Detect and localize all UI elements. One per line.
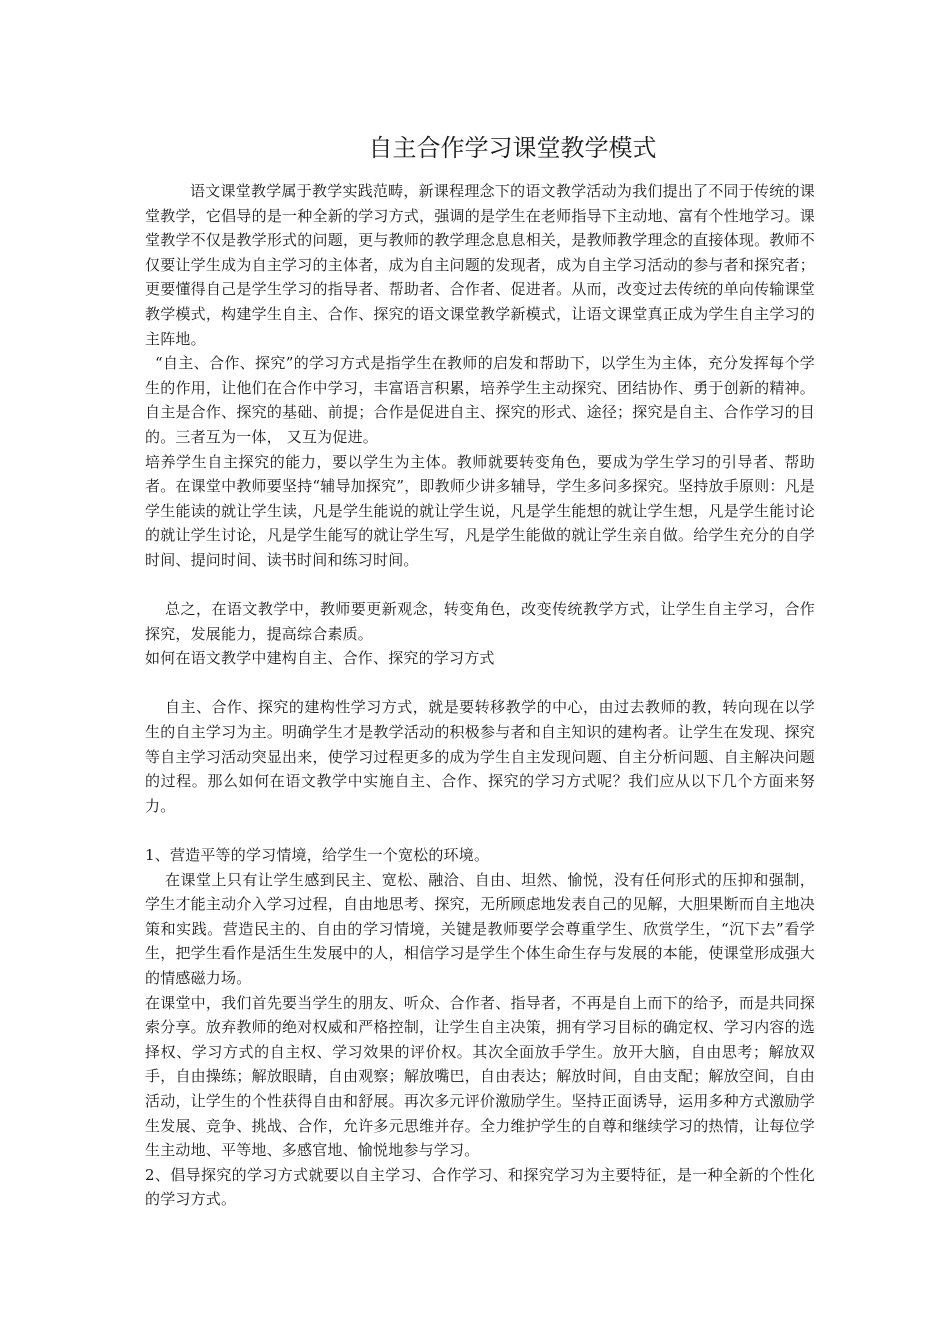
paragraph-intro: 语文课堂教学属于教学实践范畴，新课程理念下的语文教学活动为我们提出了不同于传统的课堂教学，它倡导的是一种全新的学习方式，强调的是学生在老师指导下主动地、富有个性地学习。课堂教学不仅是教学形式的问题，更与教师的教学理念息息相关，是教师教学理念的直接体现。教师不仅要让学生成为自主学习的主体者，成为自主问题的发现者，成为自主学习活动的参与者和探究者；更要懂得自己是学生学习的指导者、帮助者、合作者、促进者。从而，改变过去传统的单向传输课堂教学模式，构建学生自主、合作、探究的语文课堂教学新模式，让语文课堂真正成为学生自主学习的主阵地。	[145, 182, 815, 348]
blank-line	[145, 573, 815, 598]
paragraph-constructive: 自主、合作、探究的建构性学习方式，就是要转移教学的中心，由过去教师的教，转向现在以学生的自主学习为主。明确学生才是教学活动的积极参与者和自主知识的建构者。让学生在发现、探究等自主学习活动突显出来，使学习过程更多的成为学生自主发现问题、自主分析问题、自主解决问题的过程。那么如何在语文教学中实施自主、合作、探究的学习方式呢？我们应从以下几个方面来努力。	[145, 698, 815, 815]
section-heading: 如何在语文教学中建构自主、合作、探究的学习方式	[145, 649, 495, 668]
list-item-1-heading: 1、营造平等的学习情境，给学生一个宽松的环境。	[145, 846, 490, 865]
paragraph-definition: “自主、合作、探究”的学习方式是指学生在教师的启发和帮助下，以学生为主体，充分发挥每个学生的作用，让他们在合作中学习，丰富语言积累，培养学生主动探究、团结协作、勇于创新的精神。自主是合作、探究的基础、前提；合作是促进自主、探究的形式、途径；探究是自主、合作学习的目的。三者互为一体， 又互为促进。	[145, 354, 815, 446]
paragraph-cultivation: 培养学生自主探究的能力，要以学生为主体。教师就要转变角色，要成为学生学习的引导者、帮助者。在课堂中教师要坚持“辅导加探究”，即教师少讲多辅导，学生多问多探究。坚持放手原则：凡是学生能读的就让学生读，凡是学生能说的就让学生说，凡是学生能想的就让学生想，凡是学生能讨论的就让学生讨论，凡是学生能写的就让学生写，凡是学生能做的就让学生亲自做。给学生充分的自学时间、提问时间、读书时间和练习时间。	[145, 452, 815, 569]
document-body	[145, 179, 815, 1212]
blank-line	[145, 671, 815, 696]
paragraph-classroom: 在课堂中，我们首先要当学生的朋友、听众、合作者、指导者，不再是自上而下的给予，而是共同探索分享。放弃教师的绝对权威和严格控制，让学生自主决策，拥有学习目标的确定权、学习内容的选择权、学习方式的自主权、学习效果的评价权。其次全面放手学生。放开大脑，自由思考；解放双手，自由操练；解放眼睛，自由观察；解放嘴巴，自由表达；解放时间，自由支配；解放空间，自由活动，让学生的个性获得自由和舒展。再次多元评价激励学生。坚持正面诱导，运用多种方式激励学生发展、竞争、挑战、合作，允许多元思维并存。全力维护学生的自尊和继续学习的热情，让每位学生主动地、平等地、多感官地、愉悦地参与学习。	[145, 993, 815, 1160]
paragraph-environment: 在课堂上只有让学生感到民主、宽松、融洽、自由、坦然、愉悦，没有任何形式的压抑和强制，学生才能主动介入学习过程，自由地思考、探究，无所顾虑地发表自己的见解，大胆果断而自主地决策和实践。营造民主的、自由的学习情境，关键是教师要学会尊重学生、欣赏学生，“沉下去”看学生，把学生看作是活生生发展中的人，相信学习是学生个体生命生存与发展的本能，使课堂形成强大的情感磁力场。	[145, 870, 815, 987]
blank-line	[145, 818, 815, 843]
document-title: 自主合作学习课堂教学模式	[368, 134, 657, 162]
list-item-2-heading: 2、倡导探究的学习方式就要以自主学习、合作学习、和探究学习为主要特征，是一种全新的个性化的学习方式。	[145, 1165, 815, 1209]
paragraph-summary: 总之，在语文教学中，教师要更新观念，转变角色，改变传统教学方式，让学生自主学习，合作探究，发展能力，提高综合素质。	[145, 600, 815, 643]
